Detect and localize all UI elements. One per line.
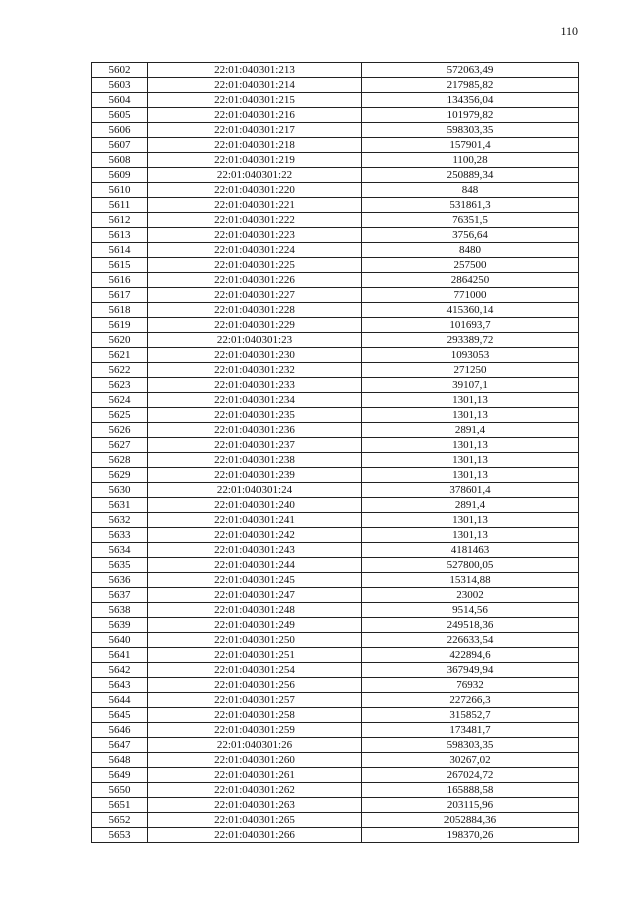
cadastral-number-cell: 22:01:040301:262 <box>148 783 362 798</box>
row-number-cell: 5633 <box>92 528 148 543</box>
table-row <box>92 768 579 783</box>
cadastral-number-cell: 22:01:040301:265 <box>148 813 362 828</box>
cadastral-number-cell: 22:01:040301:213 <box>148 63 362 78</box>
cadastral-value-cell: 134356,04 <box>362 93 579 108</box>
table-row <box>92 243 579 258</box>
row-number-cell: 5642 <box>92 663 148 678</box>
table-row <box>92 378 579 393</box>
table-row <box>92 288 579 303</box>
cadastral-number-cell: 22:01:040301:24 <box>148 483 362 498</box>
cadastral-number-cell: 22:01:040301:239 <box>148 468 362 483</box>
cadastral-value-cell: 531861,3 <box>362 198 579 213</box>
cadastral-value-cell: 8480 <box>362 243 579 258</box>
cadastral-number-cell: 22:01:040301:237 <box>148 438 362 453</box>
cadastral-number-cell: 22:01:040301:258 <box>148 708 362 723</box>
cadastral-number-cell: 22:01:040301:215 <box>148 93 362 108</box>
row-number-cell: 5612 <box>92 213 148 228</box>
cadastral-number-cell: 22:01:040301:219 <box>148 153 362 168</box>
row-number-cell: 5619 <box>92 318 148 333</box>
table-row <box>92 528 579 543</box>
row-number-cell: 5635 <box>92 558 148 573</box>
cadastral-value-cell: 771000 <box>362 288 579 303</box>
cadastral-value-cell: 101693,7 <box>362 318 579 333</box>
cadastral-number-cell: 22:01:040301:242 <box>148 528 362 543</box>
table-row <box>92 603 579 618</box>
cadastral-value-cell: 226633,54 <box>362 633 579 648</box>
cadastral-number-cell: 22:01:040301:222 <box>148 213 362 228</box>
table-row <box>92 348 579 363</box>
table-row <box>92 798 579 813</box>
cadastral-value-cell: 293389,72 <box>362 333 579 348</box>
cadastral-value-cell: 315852,7 <box>362 708 579 723</box>
table-row <box>92 318 579 333</box>
row-number-cell: 5645 <box>92 708 148 723</box>
table-row <box>92 213 579 228</box>
row-number-cell: 5649 <box>92 768 148 783</box>
table-row <box>92 258 579 273</box>
table-row <box>92 303 579 318</box>
table-row <box>92 393 579 408</box>
table-row <box>92 153 579 168</box>
cadastral-value-cell: 203115,96 <box>362 798 579 813</box>
cadastral-number-cell: 22:01:040301:26 <box>148 738 362 753</box>
table-row <box>92 93 579 108</box>
row-number-cell: 5648 <box>92 753 148 768</box>
cadastral-number-cell: 22:01:040301:243 <box>148 543 362 558</box>
cadastral-number-cell: 22:01:040301:266 <box>148 828 362 843</box>
row-number-cell: 5639 <box>92 618 148 633</box>
cadastral-number-cell: 22:01:040301:220 <box>148 183 362 198</box>
cadastral-number-cell: 22:01:040301:235 <box>148 408 362 423</box>
table-row <box>92 663 579 678</box>
table-row <box>92 453 579 468</box>
cadastral-number-cell: 22:01:040301:233 <box>148 378 362 393</box>
table-row <box>92 723 579 738</box>
row-number-cell: 5621 <box>92 348 148 363</box>
cadastral-value-cell: 257500 <box>362 258 579 273</box>
row-number-cell: 5641 <box>92 648 148 663</box>
table-row <box>92 108 579 123</box>
cadastral-value-cell: 1301,13 <box>362 393 579 408</box>
cadastral-number-cell: 22:01:040301:256 <box>148 678 362 693</box>
row-number-cell: 5615 <box>92 258 148 273</box>
row-number-cell: 5622 <box>92 363 148 378</box>
cadastral-number-cell: 22:01:040301:249 <box>148 618 362 633</box>
cadastral-number-cell: 22:01:040301:247 <box>148 588 362 603</box>
row-number-cell: 5625 <box>92 408 148 423</box>
cadastral-number-cell: 22:01:040301:234 <box>148 393 362 408</box>
table-row <box>92 648 579 663</box>
row-number-cell: 5650 <box>92 783 148 798</box>
table-row <box>92 363 579 378</box>
cadastral-number-cell: 22:01:040301:223 <box>148 228 362 243</box>
row-number-cell: 5610 <box>92 183 148 198</box>
cadastral-number-cell: 22:01:040301:214 <box>148 78 362 93</box>
row-number-cell: 5637 <box>92 588 148 603</box>
cadastral-value-cell: 2864250 <box>362 273 579 288</box>
cadastral-value-cell: 249518,36 <box>362 618 579 633</box>
cadastral-value-table <box>91 62 579 843</box>
cadastral-value-cell: 76932 <box>362 678 579 693</box>
cadastral-number-cell: 22:01:040301:229 <box>148 318 362 333</box>
row-number-cell: 5607 <box>92 138 148 153</box>
cadastral-number-cell: 22:01:040301:23 <box>148 333 362 348</box>
row-number-cell: 5638 <box>92 603 148 618</box>
cadastral-value-cell: 2052884,36 <box>362 813 579 828</box>
cadastral-value-cell: 422894,6 <box>362 648 579 663</box>
table-row <box>92 558 579 573</box>
row-number-cell: 5636 <box>92 573 148 588</box>
cadastral-number-cell: 22:01:040301:245 <box>148 573 362 588</box>
table-body <box>92 63 579 843</box>
row-number-cell: 5632 <box>92 513 148 528</box>
cadastral-value-cell: 527800,05 <box>362 558 579 573</box>
table-row <box>92 498 579 513</box>
row-number-cell: 5617 <box>92 288 148 303</box>
cadastral-value-cell: 1301,13 <box>362 453 579 468</box>
table-row <box>92 483 579 498</box>
cadastral-number-cell: 22:01:040301:261 <box>148 768 362 783</box>
table-row <box>92 78 579 93</box>
cadastral-value-cell: 1301,13 <box>362 408 579 423</box>
cadastral-value-cell: 1301,13 <box>362 513 579 528</box>
row-number-cell: 5604 <box>92 93 148 108</box>
row-number-cell: 5618 <box>92 303 148 318</box>
cadastral-number-cell: 22:01:040301:241 <box>148 513 362 528</box>
row-number-cell: 5606 <box>92 123 148 138</box>
cadastral-value-cell: 30267,02 <box>362 753 579 768</box>
table-row <box>92 543 579 558</box>
table-row <box>92 198 579 213</box>
row-number-cell: 5653 <box>92 828 148 843</box>
cadastral-number-cell: 22:01:040301:254 <box>148 663 362 678</box>
row-number-cell: 5614 <box>92 243 148 258</box>
table-row <box>92 468 579 483</box>
cadastral-number-cell: 22:01:040301:259 <box>148 723 362 738</box>
cadastral-number-cell: 22:01:040301:216 <box>148 108 362 123</box>
table-row <box>92 228 579 243</box>
table-row <box>92 513 579 528</box>
table-row <box>92 423 579 438</box>
table-row <box>92 408 579 423</box>
row-number-cell: 5634 <box>92 543 148 558</box>
cadastral-value-cell: 23002 <box>362 588 579 603</box>
table-row <box>92 588 579 603</box>
cadastral-value-cell: 227266,3 <box>362 693 579 708</box>
row-number-cell: 5611 <box>92 198 148 213</box>
cadastral-value-cell: 250889,34 <box>362 168 579 183</box>
cadastral-value-cell: 9514,56 <box>362 603 579 618</box>
row-number-cell: 5620 <box>92 333 148 348</box>
table-row <box>92 138 579 153</box>
cadastral-value-cell: 173481,7 <box>362 723 579 738</box>
cadastral-value-cell: 415360,14 <box>362 303 579 318</box>
cadastral-value-cell: 598303,35 <box>362 738 579 753</box>
row-number-cell: 5640 <box>92 633 148 648</box>
row-number-cell: 5630 <box>92 483 148 498</box>
table-row <box>92 273 579 288</box>
row-number-cell: 5605 <box>92 108 148 123</box>
cadastral-number-cell: 22:01:040301:227 <box>148 288 362 303</box>
row-number-cell: 5631 <box>92 498 148 513</box>
cadastral-number-cell: 22:01:040301:218 <box>148 138 362 153</box>
cadastral-number-cell: 22:01:040301:240 <box>148 498 362 513</box>
cadastral-value-cell: 157901,4 <box>362 138 579 153</box>
row-number-cell: 5644 <box>92 693 148 708</box>
cadastral-value-cell: 1301,13 <box>362 438 579 453</box>
row-number-cell: 5627 <box>92 438 148 453</box>
row-number-cell: 5624 <box>92 393 148 408</box>
row-number-cell: 5613 <box>92 228 148 243</box>
cadastral-number-cell: 22:01:040301:217 <box>148 123 362 138</box>
cadastral-value-cell: 2891,4 <box>362 498 579 513</box>
cadastral-number-cell: 22:01:040301:221 <box>148 198 362 213</box>
cadastral-value-cell: 598303,35 <box>362 123 579 138</box>
row-number-cell: 5647 <box>92 738 148 753</box>
table-row <box>92 783 579 798</box>
cadastral-value-cell: 378601,4 <box>362 483 579 498</box>
table-row <box>92 63 579 78</box>
row-number-cell: 5651 <box>92 798 148 813</box>
table-row <box>92 573 579 588</box>
cadastral-number-cell: 22:01:040301:225 <box>148 258 362 273</box>
row-number-cell: 5609 <box>92 168 148 183</box>
cadastral-value-cell: 165888,58 <box>362 783 579 798</box>
row-number-cell: 5626 <box>92 423 148 438</box>
row-number-cell: 5603 <box>92 78 148 93</box>
cadastral-number-cell: 22:01:040301:248 <box>148 603 362 618</box>
table-row <box>92 828 579 843</box>
cadastral-number-cell: 22:01:040301:230 <box>148 348 362 363</box>
cadastral-value-cell: 15314,88 <box>362 573 579 588</box>
cadastral-value-cell: 1301,13 <box>362 528 579 543</box>
table-row <box>92 813 579 828</box>
table-row <box>92 183 579 198</box>
cadastral-value-cell: 1093053 <box>362 348 579 363</box>
cadastral-number-cell: 22:01:040301:238 <box>148 453 362 468</box>
cadastral-value-cell: 101979,82 <box>362 108 579 123</box>
row-number-cell: 5629 <box>92 468 148 483</box>
row-number-cell: 5643 <box>92 678 148 693</box>
row-number-cell: 5623 <box>92 378 148 393</box>
table-row <box>92 693 579 708</box>
cadastral-value-cell: 1100,28 <box>362 153 579 168</box>
row-number-cell: 5646 <box>92 723 148 738</box>
table-row <box>92 678 579 693</box>
cadastral-value-cell: 2891,4 <box>362 423 579 438</box>
cadastral-value-cell: 217985,82 <box>362 78 579 93</box>
table-row <box>92 438 579 453</box>
cadastral-number-cell: 22:01:040301:263 <box>148 798 362 813</box>
table-row <box>92 738 579 753</box>
cadastral-value-cell: 3756,64 <box>362 228 579 243</box>
cadastral-value-cell: 271250 <box>362 363 579 378</box>
row-number-cell: 5608 <box>92 153 148 168</box>
row-number-cell: 5616 <box>92 273 148 288</box>
table-row <box>92 333 579 348</box>
cadastral-number-cell: 22:01:040301:22 <box>148 168 362 183</box>
row-number-cell: 5628 <box>92 453 148 468</box>
cadastral-number-cell: 22:01:040301:232 <box>148 363 362 378</box>
table-row <box>92 618 579 633</box>
cadastral-number-cell: 22:01:040301:224 <box>148 243 362 258</box>
cadastral-value-cell: 1301,13 <box>362 468 579 483</box>
cadastral-value-cell: 198370,26 <box>362 828 579 843</box>
cadastral-number-cell: 22:01:040301:236 <box>148 423 362 438</box>
table-row <box>92 753 579 768</box>
row-number-cell: 5602 <box>92 63 148 78</box>
table-row <box>92 708 579 723</box>
cadastral-number-cell: 22:01:040301:257 <box>148 693 362 708</box>
cadastral-value-cell: 848 <box>362 183 579 198</box>
cadastral-value-cell: 76351,5 <box>362 213 579 228</box>
row-number-cell: 5652 <box>92 813 148 828</box>
cadastral-number-cell: 22:01:040301:226 <box>148 273 362 288</box>
table-row <box>92 123 579 138</box>
cadastral-number-cell: 22:01:040301:228 <box>148 303 362 318</box>
cadastral-number-cell: 22:01:040301:251 <box>148 648 362 663</box>
page-number: 110 <box>560 24 578 38</box>
cadastral-value-cell: 4181463 <box>362 543 579 558</box>
cadastral-value-cell: 267024,72 <box>362 768 579 783</box>
cadastral-value-cell: 39107,1 <box>362 378 579 393</box>
cadastral-value-cell: 367949,94 <box>362 663 579 678</box>
table-row <box>92 168 579 183</box>
cadastral-number-cell: 22:01:040301:260 <box>148 753 362 768</box>
cadastral-number-cell: 22:01:040301:250 <box>148 633 362 648</box>
cadastral-value-cell: 572063,49 <box>362 63 579 78</box>
cadastral-number-cell: 22:01:040301:244 <box>148 558 362 573</box>
table-row <box>92 633 579 648</box>
